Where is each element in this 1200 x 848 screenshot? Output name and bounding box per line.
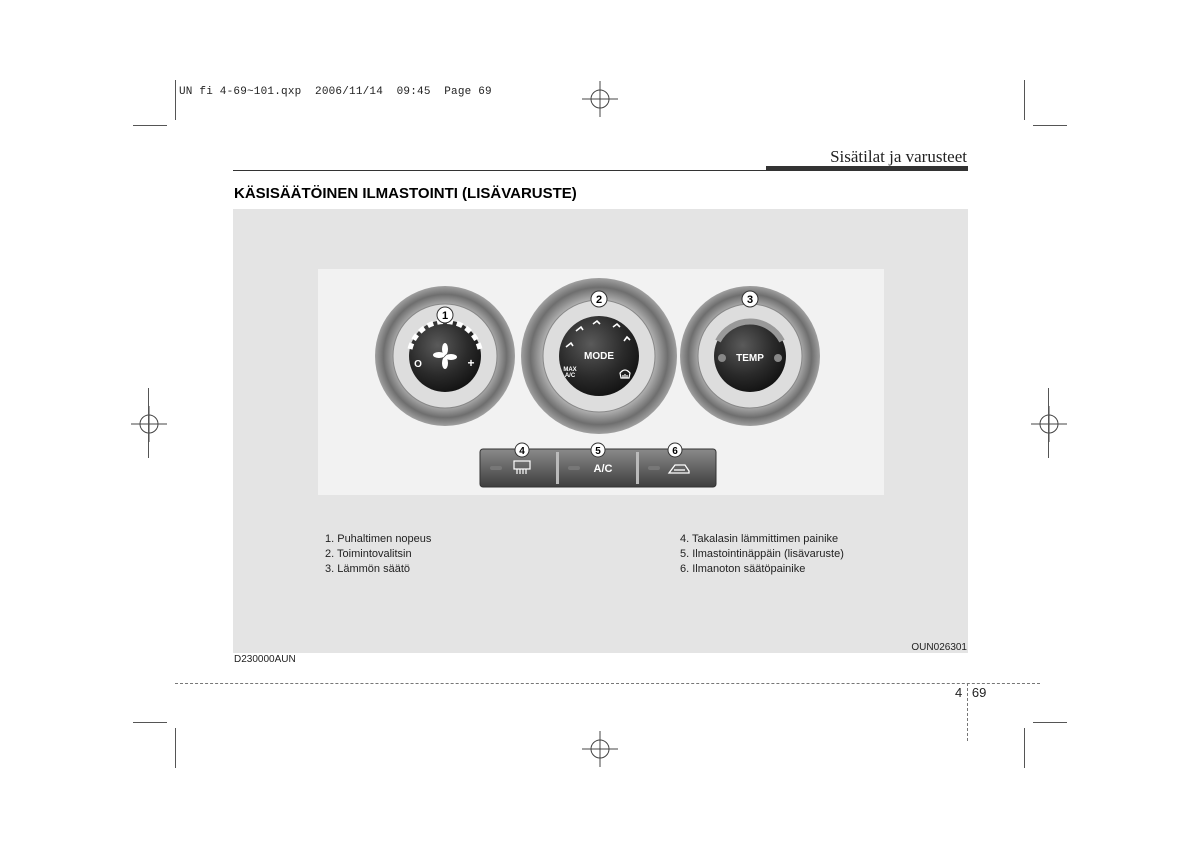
button-number-6: 6 xyxy=(672,446,678,457)
button-bar xyxy=(480,443,716,487)
caption-item: 4. Takalasin lämmittimen painike xyxy=(680,533,839,545)
max-ac-line1: MAX xyxy=(563,367,577,373)
caption-item: 3. Lämmön säätö xyxy=(325,563,410,575)
header-rule-accent xyxy=(766,166,968,171)
page-number-value: 69 xyxy=(971,685,987,700)
chapter-number: 4 xyxy=(955,685,963,700)
button-number-5: 5 xyxy=(595,446,601,457)
mode-label: MODE xyxy=(584,351,614,362)
footer-rule xyxy=(175,683,1040,684)
knob-number-3: 3 xyxy=(746,294,754,306)
caption-item: 1. Puhaltimen nopeus xyxy=(325,533,432,545)
caption-list-left xyxy=(325,532,431,577)
page-number xyxy=(955,685,986,700)
mode-knob xyxy=(521,278,677,434)
registration-mark-icon xyxy=(1031,406,1067,442)
max-ac-line2: A/C xyxy=(564,373,576,379)
knob-number-1: 1 xyxy=(441,310,449,322)
registration-mark-icon xyxy=(582,81,618,117)
caption-item: 2. Toimintovalitsin xyxy=(325,548,412,560)
registration-mark-icon xyxy=(131,406,167,442)
knob-number-2: 2 xyxy=(595,294,603,306)
temp-label: TEMP xyxy=(736,353,764,364)
section-title: Sisätilat ja varusteet xyxy=(830,147,967,166)
climate-control-illustration xyxy=(318,269,884,495)
temperature-knob xyxy=(680,286,820,426)
caption-item: 5. Ilmastointinäppäin (lisävaruste) xyxy=(680,548,844,560)
section-code: D230000AUN xyxy=(234,654,296,665)
registration-mark-icon xyxy=(582,731,618,767)
print-header: UN fi 4-69~101.qxp 2006/11/14 09:45 Page 69 xyxy=(179,86,492,98)
fan-speed-knob xyxy=(375,286,515,426)
image-code: OUN026301 xyxy=(911,642,967,653)
ac-button-label: A/C xyxy=(593,463,613,475)
button-number-4: 4 xyxy=(519,446,525,457)
caption-list-right xyxy=(680,532,844,577)
page-heading: KÄSISÄÄTÖINEN ILMASTOINTI (LISÄVARUSTE) xyxy=(234,185,577,202)
fan-min-label: O xyxy=(414,359,422,370)
caption-item: 6. Ilmanoton säätöpainike xyxy=(680,563,806,575)
fan-max-label: + xyxy=(467,356,475,370)
